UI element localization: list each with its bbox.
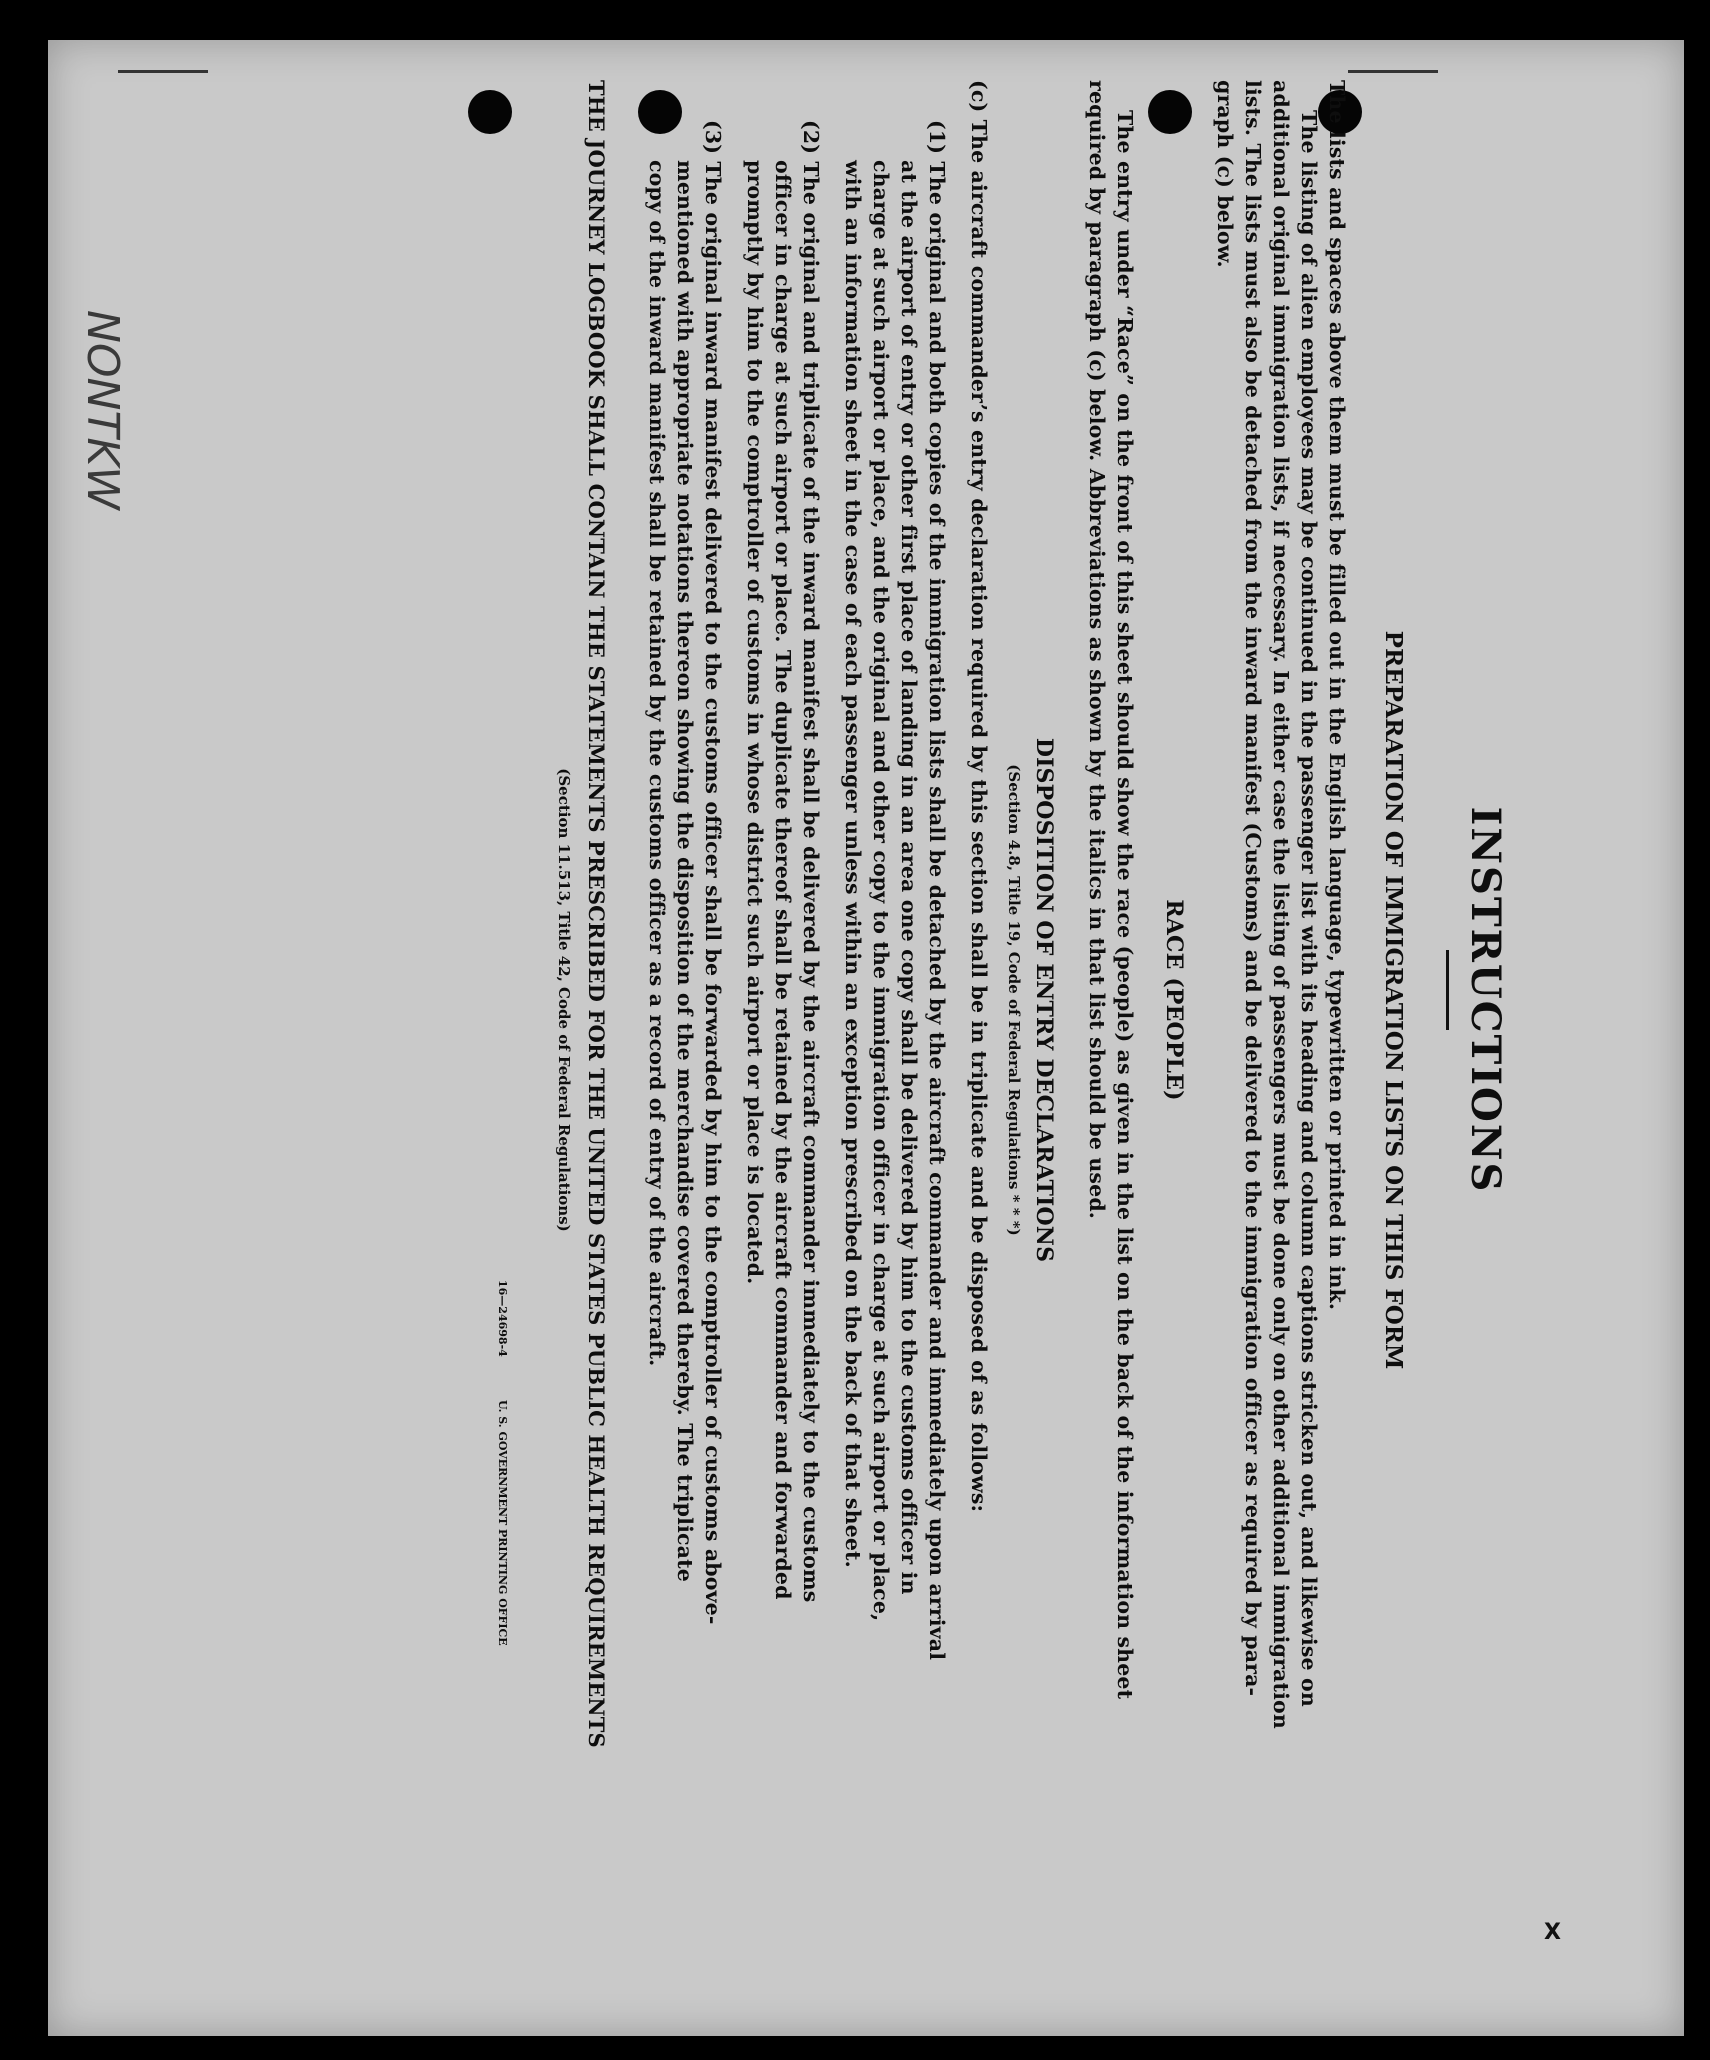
item-2-line: officer in charge at such airport or place. The duplicate thereof shall be retained by the aircraft commander and forwarded: [771, 160, 795, 1600]
corner-mark: [1348, 70, 1438, 73]
disposition-citation: (Section 4.8, Title 19, Code of Federal Regulations * * *): [1005, 764, 1023, 1236]
disposition-heading: DISPOSITION OF ENTRY DECLARATIONS: [1031, 737, 1057, 1263]
print-code: 16—24698-4: [496, 1280, 509, 1357]
item-2-line: promptly by him to the comptroller of customs in whose district such airport or place is located.: [743, 160, 767, 1285]
paragraph-c: (c) The aircraft commander’s entry declaration required by this section shall be in triplicate and be disposed of as follows:: [967, 80, 991, 1513]
footer-citation: (Section 11.513, Title 42, Code of Federal Regulations): [555, 768, 573, 1232]
item-1-line: with an information sheet in the case of each passenger unless within an exception prescribed on the back of that sheet.: [841, 160, 865, 1568]
footer-statement: THE JOURNEY LOGBOOK SHALL CONTAIN THE STATEMENTS PRESCRIBED FOR THE UNITED STATES PUBLIC HEALTH REQUIREMENTS: [584, 80, 609, 1748]
prep-line: The listing of alien employees may be continued in the passenger list with its heading and column captions stricken out, and likewise on: [1297, 110, 1321, 1707]
rotated-text-block: [429, 80, 1509, 1920]
corner-mark: [118, 70, 208, 73]
prep-line: The lists and spaces above them must be filled out in the English language, typewritten or printed in ink.: [1325, 80, 1349, 1311]
race-line: The entry under “Race” on the front of this sheet should show the race (people) as given in the list on the back of the information sheet: [1113, 110, 1137, 1700]
item-1-line: (1) The original and both copies of the immigration lists shall be detached by the aircraft commander and immediately upon arrival: [925, 120, 949, 1661]
item-3-line: mentioned with appropriate notations thereon showing the disposition of the merchandise covered thereby. The triplicate: [673, 160, 697, 1582]
prep-line: additional original immigration lists, if necessary. In either case the listing of passengers must be done only on other additional immigration: [1269, 80, 1293, 1729]
document-title: INSTRUCTIONS: [1462, 806, 1509, 1194]
race-line: required by paragraph (c) below. Abbreviations as shown by the italics in that list should be used.: [1085, 80, 1109, 1220]
preparation-heading: PREPARATION OF IMMIGRATION LISTS ON THIS FORM: [1380, 630, 1407, 1370]
prep-line: graph (c) below.: [1213, 80, 1237, 268]
item-2-line: (2) The original and triplicate of the inward manifest shall be delivered by the aircraft commander immediately to the customs: [799, 120, 823, 1603]
prep-line: lists. The lists must also be detached from the inward manifest (Customs) and be delivered to the immigration officer as required by para-: [1241, 80, 1265, 1697]
item-3-line: copy of the inward manifest shall be retained by the customs officer as a record of entry of the aircraft.: [645, 160, 669, 1367]
item-1-line: charge at such airport or place, and the original and other copy to the immigration officer in charge at such airport or place,: [869, 160, 893, 1622]
x-mark: X: [1544, 1920, 1561, 1945]
title-underline: [1446, 950, 1449, 1030]
handwritten-note: NONTKW: [77, 310, 128, 510]
race-heading: RACE (PEOPLE): [1161, 899, 1187, 1101]
printer-imprint: U. S. GOVERNMENT PRINTING OFFICE: [496, 1400, 509, 1646]
item-3-line: (3) The original inward manifest delivered to the customs officer shall be forwarded by him to the comptroller of customs above-: [701, 120, 725, 1625]
document-page: [48, 40, 1684, 2036]
item-1-line: at the airport of entry or other first place of landing in an area one copy shall be delivered by him to the customs officer in: [897, 160, 921, 1595]
